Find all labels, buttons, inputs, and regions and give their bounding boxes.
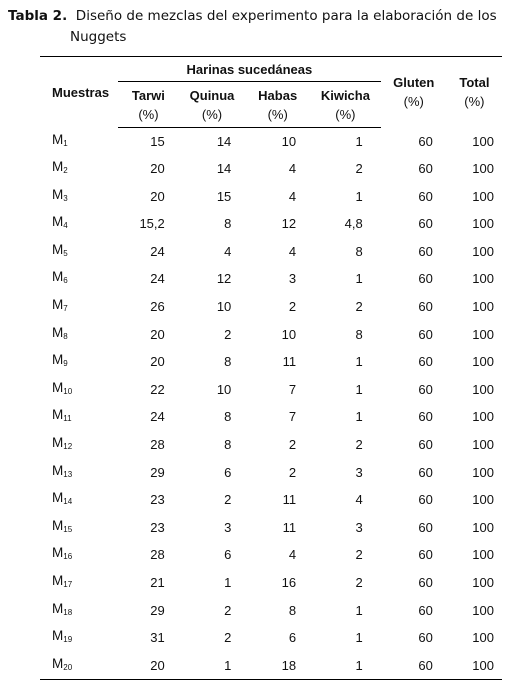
quinua-cell: 2 <box>224 630 232 646</box>
quinua-cell: 6 <box>224 464 232 480</box>
header-tarwi-unit: (%) <box>138 107 159 122</box>
sample-letter: M <box>52 214 64 230</box>
habas-cell: 7 <box>288 409 297 425</box>
tarwi-cell: 23 <box>150 519 165 535</box>
kiwicha-cell: 2 <box>355 161 363 177</box>
quinua-cell: 8 <box>224 437 232 453</box>
table-row <box>40 376 502 404</box>
total-cell: 100 <box>472 547 494 563</box>
header-habas <box>245 82 310 128</box>
sample-id-cell <box>40 348 118 376</box>
sample-number: 15 <box>63 524 73 534</box>
sample-number: 3 <box>63 193 68 203</box>
sample-letter: M <box>52 379 64 395</box>
sample-id-cell <box>40 486 118 514</box>
header-total <box>447 57 502 128</box>
header-quinua <box>179 82 246 128</box>
sample-number: 6 <box>63 276 68 286</box>
gluten-cell: 60 <box>418 243 433 259</box>
habas-cell: 3 <box>288 271 297 287</box>
sample-id-cell <box>40 155 118 183</box>
quinua-cell: 3 <box>224 519 232 535</box>
header-gluten-unit: (%) <box>403 94 424 110</box>
sample-letter: M <box>52 545 64 561</box>
gluten-cell: 60 <box>418 188 433 204</box>
total-cell: 100 <box>472 602 494 618</box>
tarwi-cell: 26 <box>150 299 165 315</box>
header-gluten-label: Gluten <box>393 75 435 91</box>
sample-number: 17 <box>63 580 73 589</box>
quinua-cell: 8 <box>224 409 232 425</box>
gluten-cell: 60 <box>418 326 433 342</box>
quinua-cell: 2 <box>224 602 232 618</box>
habas-cell: 2 <box>288 299 297 315</box>
habas-cell: 4 <box>288 547 297 563</box>
sample-letter: M <box>52 269 64 285</box>
total-cell: 100 <box>472 381 494 397</box>
table-row <box>40 403 502 431</box>
tarwi-cell: 20 <box>118 652 179 680</box>
quinua-cell: 15 <box>216 188 232 204</box>
table-row <box>40 459 502 487</box>
header-quinua-unit: (%) <box>201 107 223 122</box>
kiwicha-cell: 8 <box>355 326 363 342</box>
quinua-cell: 6 <box>224 547 232 563</box>
sample-letter: M <box>52 628 64 644</box>
total-cell: 100 <box>472 437 494 453</box>
tarwi-cell: 29 <box>150 602 165 618</box>
sample-number: 12 <box>63 442 73 452</box>
kiwicha-cell: 1 <box>355 354 363 370</box>
sample-number: 9 <box>63 359 68 369</box>
kiwicha-cell: 1 <box>355 409 363 425</box>
sample-number: 7 <box>63 304 68 314</box>
table-row <box>40 348 502 376</box>
sample-number: 19 <box>63 635 73 645</box>
quinua-cell: 12 <box>216 271 232 287</box>
header-total-unit: (%) <box>464 94 485 110</box>
sample-letter: M <box>52 131 64 147</box>
table-row <box>40 652 502 680</box>
total-cell: 100 <box>472 133 494 149</box>
header-tarwi <box>118 82 179 128</box>
total-cell: 100 <box>472 161 494 177</box>
caption-text-1: Diseño de mezclas del experimento para la elaboración de los <box>75 8 497 24</box>
sample-letter: M <box>52 600 64 616</box>
kiwicha-cell: 2 <box>355 547 363 563</box>
tarwi-cell: 20 <box>150 161 165 177</box>
gluten-cell: 60 <box>418 437 433 453</box>
kiwicha-cell: 1 <box>310 652 381 680</box>
table-row <box>40 569 502 597</box>
total-cell: 100 <box>472 243 494 259</box>
gluten-cell: 60 <box>418 381 433 397</box>
tarwi-cell: 28 <box>150 437 165 453</box>
quinua-cell: 4 <box>224 243 232 259</box>
sample-number: 16 <box>63 552 73 562</box>
tarwi-cell: 23 <box>150 492 165 508</box>
habas-cell: 4 <box>288 161 297 177</box>
total-cell: 100 <box>472 299 494 315</box>
table-row <box>40 155 502 183</box>
gluten-cell: 60 <box>418 519 433 535</box>
table-caption <box>8 6 508 48</box>
table-row <box>40 514 502 542</box>
kiwicha-cell: 2 <box>355 575 363 590</box>
sample-letter: M <box>52 241 64 257</box>
sample-id-cell <box>40 321 118 349</box>
table-body <box>40 128 502 680</box>
sample-id-cell <box>40 431 118 459</box>
sample-id-cell <box>40 128 118 156</box>
sample-number: 8 <box>63 331 68 341</box>
quinua-cell: 10 <box>216 299 232 315</box>
table-row <box>40 183 502 211</box>
sample-letter: M <box>52 655 64 671</box>
sample-id-cell <box>40 403 118 431</box>
tarwi-cell: 20 <box>150 326 165 342</box>
tarwi-cell: 21 <box>150 575 165 590</box>
total-cell: 100 <box>447 652 502 680</box>
table-row <box>40 624 502 652</box>
gluten-cell: 60 <box>418 575 433 590</box>
sample-letter: M <box>52 490 64 506</box>
table-row <box>40 293 502 321</box>
header-muestras: Muestras <box>40 57 118 128</box>
habas-cell: 6 <box>288 630 297 646</box>
header-tarwi-label: Tarwi <box>131 88 165 103</box>
table-row <box>40 210 502 238</box>
sample-id-cell <box>40 459 118 487</box>
habas-cell: 10 <box>281 133 297 149</box>
total-cell: 100 <box>472 354 494 370</box>
table-row <box>40 431 502 459</box>
header-total-label: Total <box>459 75 490 91</box>
total-cell: 100 <box>472 630 494 646</box>
tarwi-cell: 20 <box>150 354 165 370</box>
mix-design-table <box>40 56 502 680</box>
gluten-cell: 60 <box>418 630 433 646</box>
quinua-cell: 14 <box>216 161 232 177</box>
total-cell: 100 <box>472 464 494 480</box>
table-row <box>40 238 502 266</box>
habas-cell: 2 <box>288 464 297 480</box>
sample-number: 13 <box>63 469 73 479</box>
tarwi-cell: 24 <box>150 243 165 259</box>
kiwicha-cell: 1 <box>355 602 363 618</box>
sample-letter: M <box>52 297 64 313</box>
habas-cell: 18 <box>245 652 310 680</box>
sample-number: 18 <box>63 607 73 617</box>
header-kiwicha <box>310 82 381 128</box>
header-habas-unit: (%) <box>267 107 288 122</box>
tarwi-cell: 24 <box>150 409 165 425</box>
kiwicha-cell: 1 <box>355 630 363 646</box>
quinua-cell: 1 <box>179 652 246 680</box>
kiwicha-cell: 4,8 <box>344 216 363 232</box>
sample-number: 10 <box>63 386 73 396</box>
gluten-cell: 60 <box>418 409 433 425</box>
habas-cell: 11 <box>282 354 297 370</box>
gluten-cell: 60 <box>418 354 433 370</box>
tarwi-cell: 31 <box>150 630 165 646</box>
total-cell: 100 <box>472 409 494 425</box>
sample-number: 1 <box>63 138 68 148</box>
sample-id-cell <box>40 210 118 238</box>
quinua-cell: 2 <box>224 326 232 342</box>
table-row <box>40 486 502 514</box>
gluten-cell: 60 <box>418 602 433 618</box>
habas-cell: 2 <box>288 437 297 453</box>
quinua-cell: 14 <box>216 133 232 149</box>
kiwicha-cell: 1 <box>355 381 363 397</box>
sample-letter: M <box>52 159 64 175</box>
total-cell: 100 <box>472 492 494 508</box>
table-row <box>40 265 502 293</box>
sample-id-cell <box>40 652 118 680</box>
total-cell: 100 <box>472 188 494 204</box>
gluten-cell: 60 <box>381 652 447 680</box>
sample-number: 20 <box>63 662 73 672</box>
sample-letter: M <box>52 462 64 478</box>
tarwi-cell: 28 <box>150 547 165 563</box>
sample-letter: M <box>52 352 64 368</box>
habas-cell: 4 <box>288 243 297 259</box>
sample-id-cell <box>40 265 118 293</box>
habas-cell: 11 <box>282 492 297 508</box>
kiwicha-cell: 2 <box>355 299 363 315</box>
habas-cell: 11 <box>282 519 297 535</box>
sample-letter: M <box>52 186 64 202</box>
gluten-cell: 60 <box>418 464 433 480</box>
table-row <box>40 128 502 156</box>
kiwicha-cell: 3 <box>355 519 363 535</box>
sample-letter: M <box>52 517 64 533</box>
gluten-cell: 60 <box>418 492 433 508</box>
sample-number: 2 <box>63 166 68 176</box>
sample-id-cell <box>40 183 118 211</box>
gluten-cell: 60 <box>418 271 433 287</box>
caption-text-2: Nuggets <box>70 29 127 45</box>
tarwi-cell: 24 <box>150 271 165 287</box>
total-cell: 100 <box>472 271 494 287</box>
gluten-cell: 60 <box>418 216 433 232</box>
gluten-cell: 60 <box>418 547 433 563</box>
habas-cell: 8 <box>288 602 297 618</box>
header-habas-label: Habas <box>258 88 298 103</box>
table-row <box>40 597 502 625</box>
habas-cell: 12 <box>281 216 297 232</box>
header-quinua-label: Quinua <box>189 88 235 103</box>
sample-letter: M <box>52 407 64 423</box>
quinua-cell: 1 <box>224 575 232 590</box>
header-gluten <box>381 57 447 128</box>
sample-id-cell <box>40 624 118 652</box>
sample-id-cell <box>40 376 118 404</box>
sample-number: 4 <box>63 221 68 231</box>
tarwi-cell: 15 <box>150 133 165 149</box>
tarwi-cell: 22 <box>150 381 165 397</box>
table-row <box>40 541 502 569</box>
kiwicha-cell: 1 <box>355 271 363 287</box>
total-cell: 100 <box>472 326 494 342</box>
habas-cell: 4 <box>288 188 297 204</box>
header-kiwicha-unit: (%) <box>335 107 356 122</box>
sample-id-cell <box>40 541 118 569</box>
caption-label: Tabla 2. <box>8 8 68 24</box>
kiwicha-cell: 4 <box>355 492 363 508</box>
gluten-cell: 60 <box>418 133 433 149</box>
caption-line-1 <box>8 6 508 27</box>
sample-id-cell <box>40 238 118 266</box>
sample-letter: M <box>52 435 64 451</box>
sample-letter: M <box>52 324 64 340</box>
gluten-cell: 60 <box>418 299 433 315</box>
sample-id-cell <box>40 514 118 542</box>
quinua-cell: 10 <box>216 381 232 397</box>
total-cell: 100 <box>472 216 494 232</box>
quinua-cell: 8 <box>224 354 232 370</box>
sample-letter: M <box>52 573 64 588</box>
sample-number: 14 <box>63 497 73 507</box>
sample-number: 11 <box>63 414 72 424</box>
tarwi-cell: 29 <box>150 464 165 480</box>
habas-cell: 16 <box>281 575 297 590</box>
gluten-cell: 60 <box>418 161 433 177</box>
habas-cell: 10 <box>281 326 297 342</box>
sample-id-cell <box>40 597 118 625</box>
kiwicha-cell: 1 <box>355 188 363 204</box>
tarwi-cell: 20 <box>150 188 165 204</box>
habas-cell: 7 <box>288 381 297 397</box>
quinua-cell: 2 <box>224 492 232 508</box>
kiwicha-cell: 2 <box>355 437 363 453</box>
tarwi-cell: 15,2 <box>139 216 165 232</box>
total-cell: 100 <box>472 519 494 535</box>
quinua-cell: 8 <box>224 216 232 232</box>
total-cell: 100 <box>472 575 494 590</box>
kiwicha-cell: 8 <box>355 243 363 259</box>
sample-id-cell <box>40 293 118 321</box>
sample-number: 5 <box>63 248 68 258</box>
header-kiwicha-label: Kiwicha <box>320 88 370 103</box>
kiwicha-cell: 1 <box>355 133 363 149</box>
table-row <box>40 321 502 349</box>
header-harinas-sucedaneas: Harinas sucedáneas <box>118 57 381 82</box>
kiwicha-cell: 3 <box>355 464 363 480</box>
sample-id-cell <box>40 569 118 597</box>
